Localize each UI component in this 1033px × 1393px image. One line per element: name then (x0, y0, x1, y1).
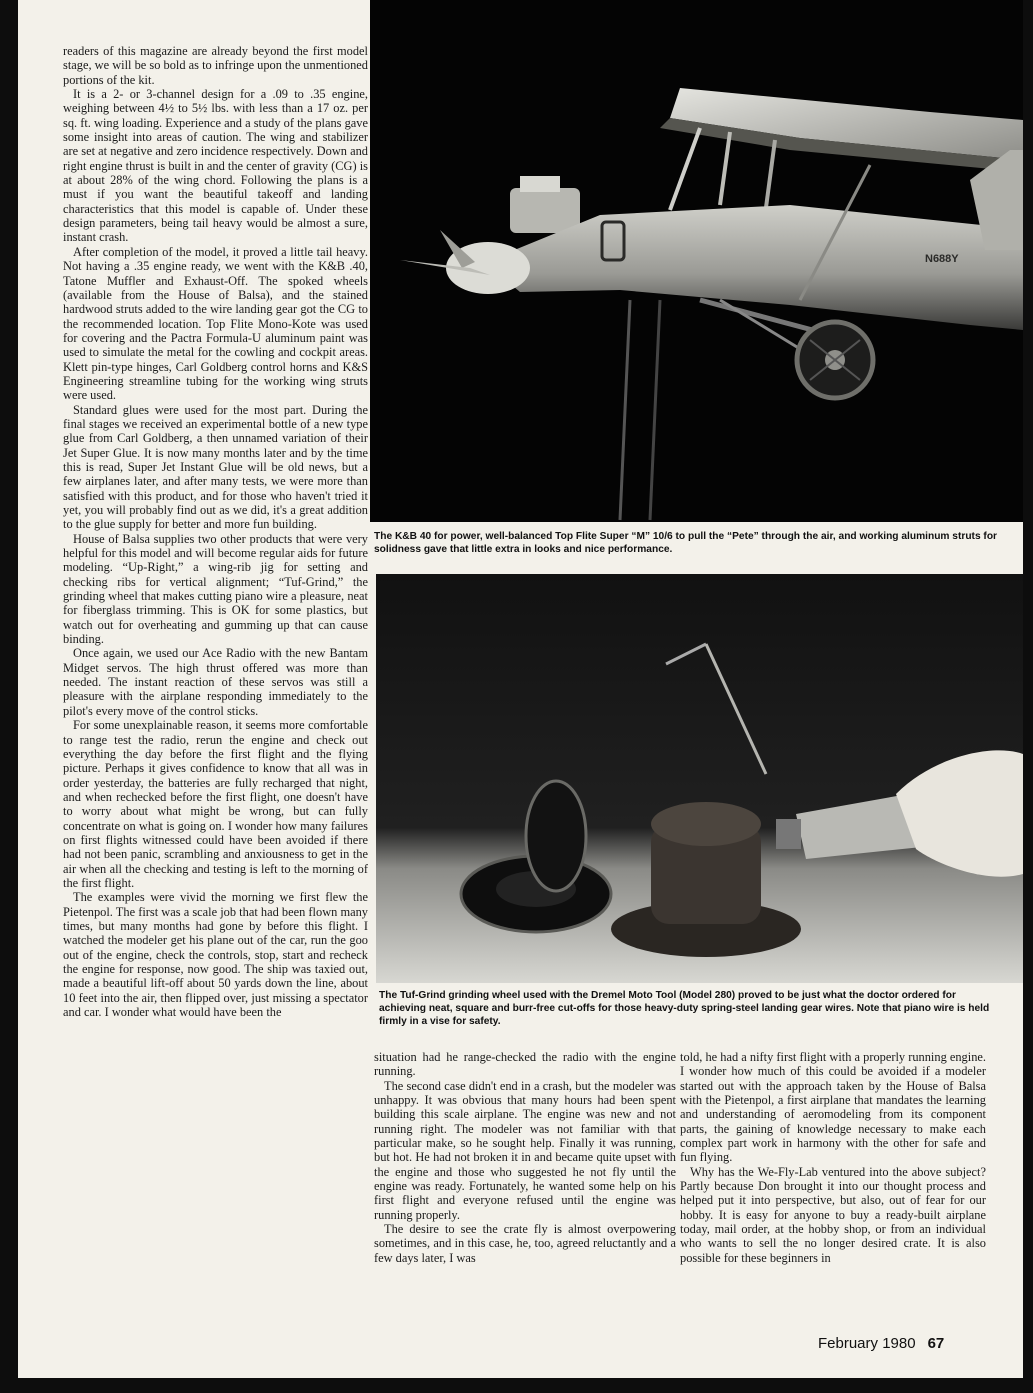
grinding-tool-photo (376, 574, 1023, 983)
article-column-3 (680, 1050, 986, 1265)
paragraph: told, he had a nifty first flight with a properly running engine. I wonder how much of this could be avoided if a modeler started out with the approach taken by the House of Balsa with the Pietenpol, a first airplane that mandates the learning and understanding of aeromodeling from its component parts, the gaining of knowledge necessary to make each complex part work in harmony with the other for safe and fun flying. (680, 1050, 986, 1165)
paragraph: For some unexplainable reason, it seems more comfortable to range test the radio, rerun the engine and check out everything the day before the first flight and the flying picture. Perhaps it gives confidence to know that all was in order yesterday, the batteries are fully recharged that night, and when rechecked before the first flight, one doesn't have to worry about what might be wrong, but can fully concentrate on what is going on. I wonder how many failures on first flights witnessed could have been avoided if there had not been panic, scrambling and anxiousness to get in the air when all the checking and testing is left to the morning of the first flight. (63, 718, 368, 890)
paragraph: The desire to see the crate fly is almost overpowering sometimes, and in this case, he, too, agreed reluctantly and a few days later, I was (374, 1222, 676, 1265)
paragraph: Why has the We-Fly-Lab ventured into the above subject? Partly because Don brought it into our thought process and helped put it into perspective, but also, out of fear for our hobby. It is easy for anyone to buy a ready-built airplane today, mail order, at the hobby shop, or from an individual who wants to sell the no longer desired crate. It is also possible for these beginners in (680, 1164, 986, 1265)
biplane-photo (370, 0, 1023, 522)
grinding-wheel-illustration (376, 574, 1023, 983)
paragraph: Once again, we used our Ace Radio with the new Bantam Midget servos. The high thrust offered was more than needed. The instant reaction of these servos was still a pleasure with the airplane responding immediately to the pilot's every move of the control sticks. (63, 646, 368, 718)
issue-date: February 1980 (818, 1335, 916, 1352)
paragraph: The second case didn't end in a crash, but the modeler was unhappy. It was obvious that many hours had been spent building this scale airplane. The engine was new and not running right. The modeler was not familiar with that particular make, so he sought help. Finally it was running, but hot. He had not broken it in and became quite upset with the engine and those who suggested he not fly until the engine was ready. Fortunately, he wanted some help on his first flight and everyone refused until the engine was running properly. (374, 1078, 676, 1222)
paragraph: situation had he range-checked the radio with the engine running. (374, 1050, 676, 1079)
paragraph: House of Balsa supplies two other products that were very helpful for this model and will become regular aids for future modeling. “Up-Right,” a wing-rib jig for setting and checking ribs for vertical alignment; “Tuf-Grind,” the grinding wheel that makes cutting piano wire a pleasure, neat for fiberglass trimming. This is OK for some plastics, but watch out for overheating and gumming up that can cause binding. (63, 531, 368, 647)
page-number: 67 (927, 1335, 945, 1352)
magazine-page (18, 0, 1023, 1378)
paragraph: readers of this magazine are already beyond the first model stage, we will be so bold as to infringe upon the unmentioned portions of the kit. (63, 44, 368, 87)
article-column-2 (374, 1050, 676, 1265)
registration-text: N688Y (925, 253, 959, 265)
paragraph: Standard glues were used for the most part. During the final stages we received an experimental bottle of a new type glue from Carl Goldberg, a then unnamed variation of their Jet Super Glue. It is now many months later and by the time this is read, Super Jet Instant Glue will be old news, but a few airplanes later, and after many tests, we were more than satisfied with this product, and for those who haven't tried it yet, you will probably find out as we did, it's a great addition to the glue supply for better and more fun building. (63, 402, 368, 532)
biplane-model-illustration (370, 0, 1023, 522)
paragraph: After completion of the model, it proved a little tail heavy. Not having a .35 engine ready, we went with the K&B .40, Tatone Muffler and Exhaust-Off. The spoked wheels (available from the House of Balsa), and the stained hardwood struts added to the wire landing gear got the CG to the recommended location. Top Flite Mono-Kote was used for covering and the Pactra Formula-U aluminum paint was used to simulate the metal for the cowling and cockpit areas. Klett pin-type hinges, Carl Goldberg control horns and K&S Engineering streamline tubing for the working wing struts were used. (63, 244, 368, 403)
paragraph: The examples were vivid the morning we first flew the Pietenpol. The first was a scale job that had been flown many times, but many months had gone by before this flight. I watched the modeler get his plane out of the car, run the goo out of the engine, check the controls, stop, start and recheck the engine for response, now good. The ship was taxied out, made a beautiful lift-off about 50 yards down the line, about 10 feet into the air, then flipped over, just missing a spectator and car. I wonder what would have been the (63, 890, 368, 1020)
photo-caption: The K&B 40 for power, well-balanced Top Flite Super “M” 10/6 to pull the “Pete” through the air, and working aluminum struts for solidness gave that little extra in looks and nice performance. (374, 531, 998, 555)
page-footer (818, 1335, 944, 1352)
article-column-1 (63, 44, 368, 1019)
paragraph: It is a 2- or 3-channel design for a .09 to .35 engine, weighing between 4½ to 5½ lbs. with less than a 17 oz. per sq. ft. wing loading. Experience and a study of the plans gave some insight into areas of caution. The wing and stabilizer are set at negative and zero incidence respectively. Down and right engine thrust is built in and the center of gravity (CG) is at about 28% of the wing chord. Following the plans is a must if you want the beautiful takeoff and landing characteristics that this model is capable of. Under these design parameters, being tail heavy would be almost a sure, instant crash. (63, 87, 368, 245)
photo-caption: The Tuf-Grind grinding wheel used with the Dremel Moto Tool (Model 280) proved to be just what the doctor ordered for achieving neat, square and burr-free cut-offs for those heavy-duty spring-steel landing gear wires. Note that piano wire is held firmly in a vise for safety. (379, 990, 990, 1027)
